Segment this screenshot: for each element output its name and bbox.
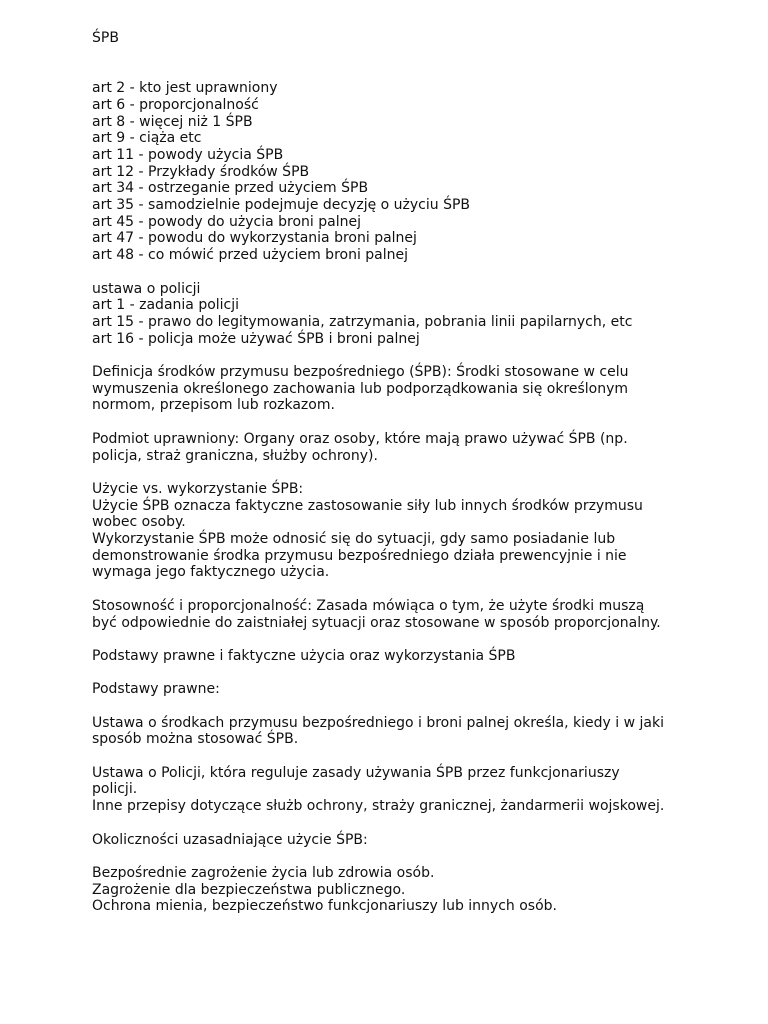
section-heading: ustawa o policji	[92, 280, 201, 297]
paragraph-line: wymaga jego faktycznego użycia.	[92, 564, 330, 581]
list-item: art 35 - samodzielnie podejmuje decyzję o użyciu ŚPB	[92, 197, 471, 214]
paragraph-line: wymuszenia określonego zachowania lub podporządkowania się określonym	[92, 380, 629, 397]
paragraph-line: Użycie ŚPB oznacza faktyczne zastosowanie siły lub innych środków przymusu	[92, 497, 643, 514]
paragraph-line: demonstrowanie środka przymusu bezpośredniego działa prewencyjnie i nie	[92, 547, 627, 564]
paragraph-line: normom, przepisom lub rozkazom.	[92, 397, 335, 414]
paragraph-line: Użycie vs. wykorzystanie ŚPB:	[92, 480, 304, 497]
section-heading: Podstawy prawne i faktyczne użycia oraz wykorzystania ŚPB	[92, 647, 516, 664]
legal-basis-paragraph-1	[92, 715, 732, 748]
spacer	[92, 581, 732, 598]
paragraph-line: policji.	[92, 781, 138, 798]
spacer	[92, 47, 732, 80]
subject-paragraph	[92, 431, 732, 464]
list-item: art 11 - powody użycia ŚPB	[92, 146, 284, 163]
police-act-section	[92, 281, 732, 348]
paragraph-line: policja, straż graniczna, służby ochrony).	[92, 447, 378, 464]
paragraph-line: Podmiot uprawniony: Organy oraz osoby, które mają prawo używać ŚPB (np.	[92, 430, 628, 447]
paragraph-line: sposób można stosować ŚPB.	[92, 731, 299, 748]
document-page	[92, 30, 732, 915]
paragraph-line: wobec osoby.	[92, 514, 186, 531]
section-heading: Okoliczności uzasadniające użycie ŚPB:	[92, 831, 368, 848]
spacer	[92, 748, 732, 765]
use-vs-paragraph	[92, 481, 732, 581]
list-item: art 9 - ciąża etc	[92, 130, 202, 147]
list-item: art 16 - policja może używać ŚPB i broni palnej	[92, 330, 420, 347]
spacer	[92, 464, 732, 481]
list-item: art 47 - powodu do wykorzystania broni palnej	[92, 230, 417, 247]
paragraph-line: Inne przepisy dotyczące służb ochrony, straży granicznej, żandarmerii wojskowej.	[92, 798, 665, 815]
list-item: art 34 - ostrzeganie przed użyciem ŚPB	[92, 180, 369, 197]
list-item: Ochrona mienia, bezpieczeństwo funkcjonariuszy lub innych osób.	[92, 898, 557, 915]
section-heading: Podstawy prawne:	[92, 681, 220, 698]
spacer	[92, 414, 732, 431]
list-item: Zagrożenie dla bezpieczeństwa publicznego.	[92, 881, 406, 898]
list-item: art 15 - prawo do legitymowania, zatrzymania, pobrania linii papilarnych, etc	[92, 313, 633, 330]
list-item: art 6 - proporcjonalność	[92, 96, 259, 113]
list-item: art 8 - więcej niż 1 ŚPB	[92, 113, 253, 130]
document-title: ŚPB	[92, 30, 119, 46]
circumstances-list	[92, 865, 732, 915]
list-item: Bezpośrednie zagrożenie życia lub zdrowia osób.	[92, 864, 435, 881]
list-item: art 2 - kto jest uprawniony	[92, 80, 278, 97]
list-item: art 48 - co mówić przed użyciem broni palnej	[92, 247, 409, 264]
list-item: art 12 - Przykłady środków ŚPB	[92, 163, 310, 180]
spacer	[92, 631, 732, 648]
list-item: art 1 - zadania policji	[92, 297, 240, 314]
list-item: art 45 - powody do użycia broni palnej	[92, 213, 362, 230]
paragraph-line: Definicja środków przymusu bezpośredniego (ŚPB): Środki stosowane w celu	[92, 364, 629, 381]
spacer	[92, 698, 732, 715]
spacer	[92, 347, 732, 364]
paragraph-line: Ustawa o środkach przymusu bezpośredniego i broni palnej określa, kiedy i w jaki	[92, 714, 664, 731]
legal-basis-paragraph-2	[92, 765, 732, 815]
spb-articles-list	[92, 80, 732, 264]
spacer	[92, 815, 732, 832]
spacer	[92, 264, 732, 281]
spacer	[92, 848, 732, 865]
paragraph-line: być odpowiednie do zaistniałej sytuacji oraz stosowane w sposób proporcjonalny.	[92, 614, 661, 631]
definition-paragraph	[92, 364, 732, 414]
paragraph-line: Ustawa o Policji, która reguluje zasady używania ŚPB przez funkcjonariuszy	[92, 764, 620, 781]
paragraph-line: Stosowność i proporcjonalność: Zasada mówiąca o tym, że użyte środki muszą	[92, 597, 645, 614]
adequacy-paragraph	[92, 598, 732, 631]
paragraph-line: Wykorzystanie ŚPB może odnosić się do sytuacji, gdy samo posiadanie lub	[92, 531, 616, 548]
spacer	[92, 665, 732, 682]
